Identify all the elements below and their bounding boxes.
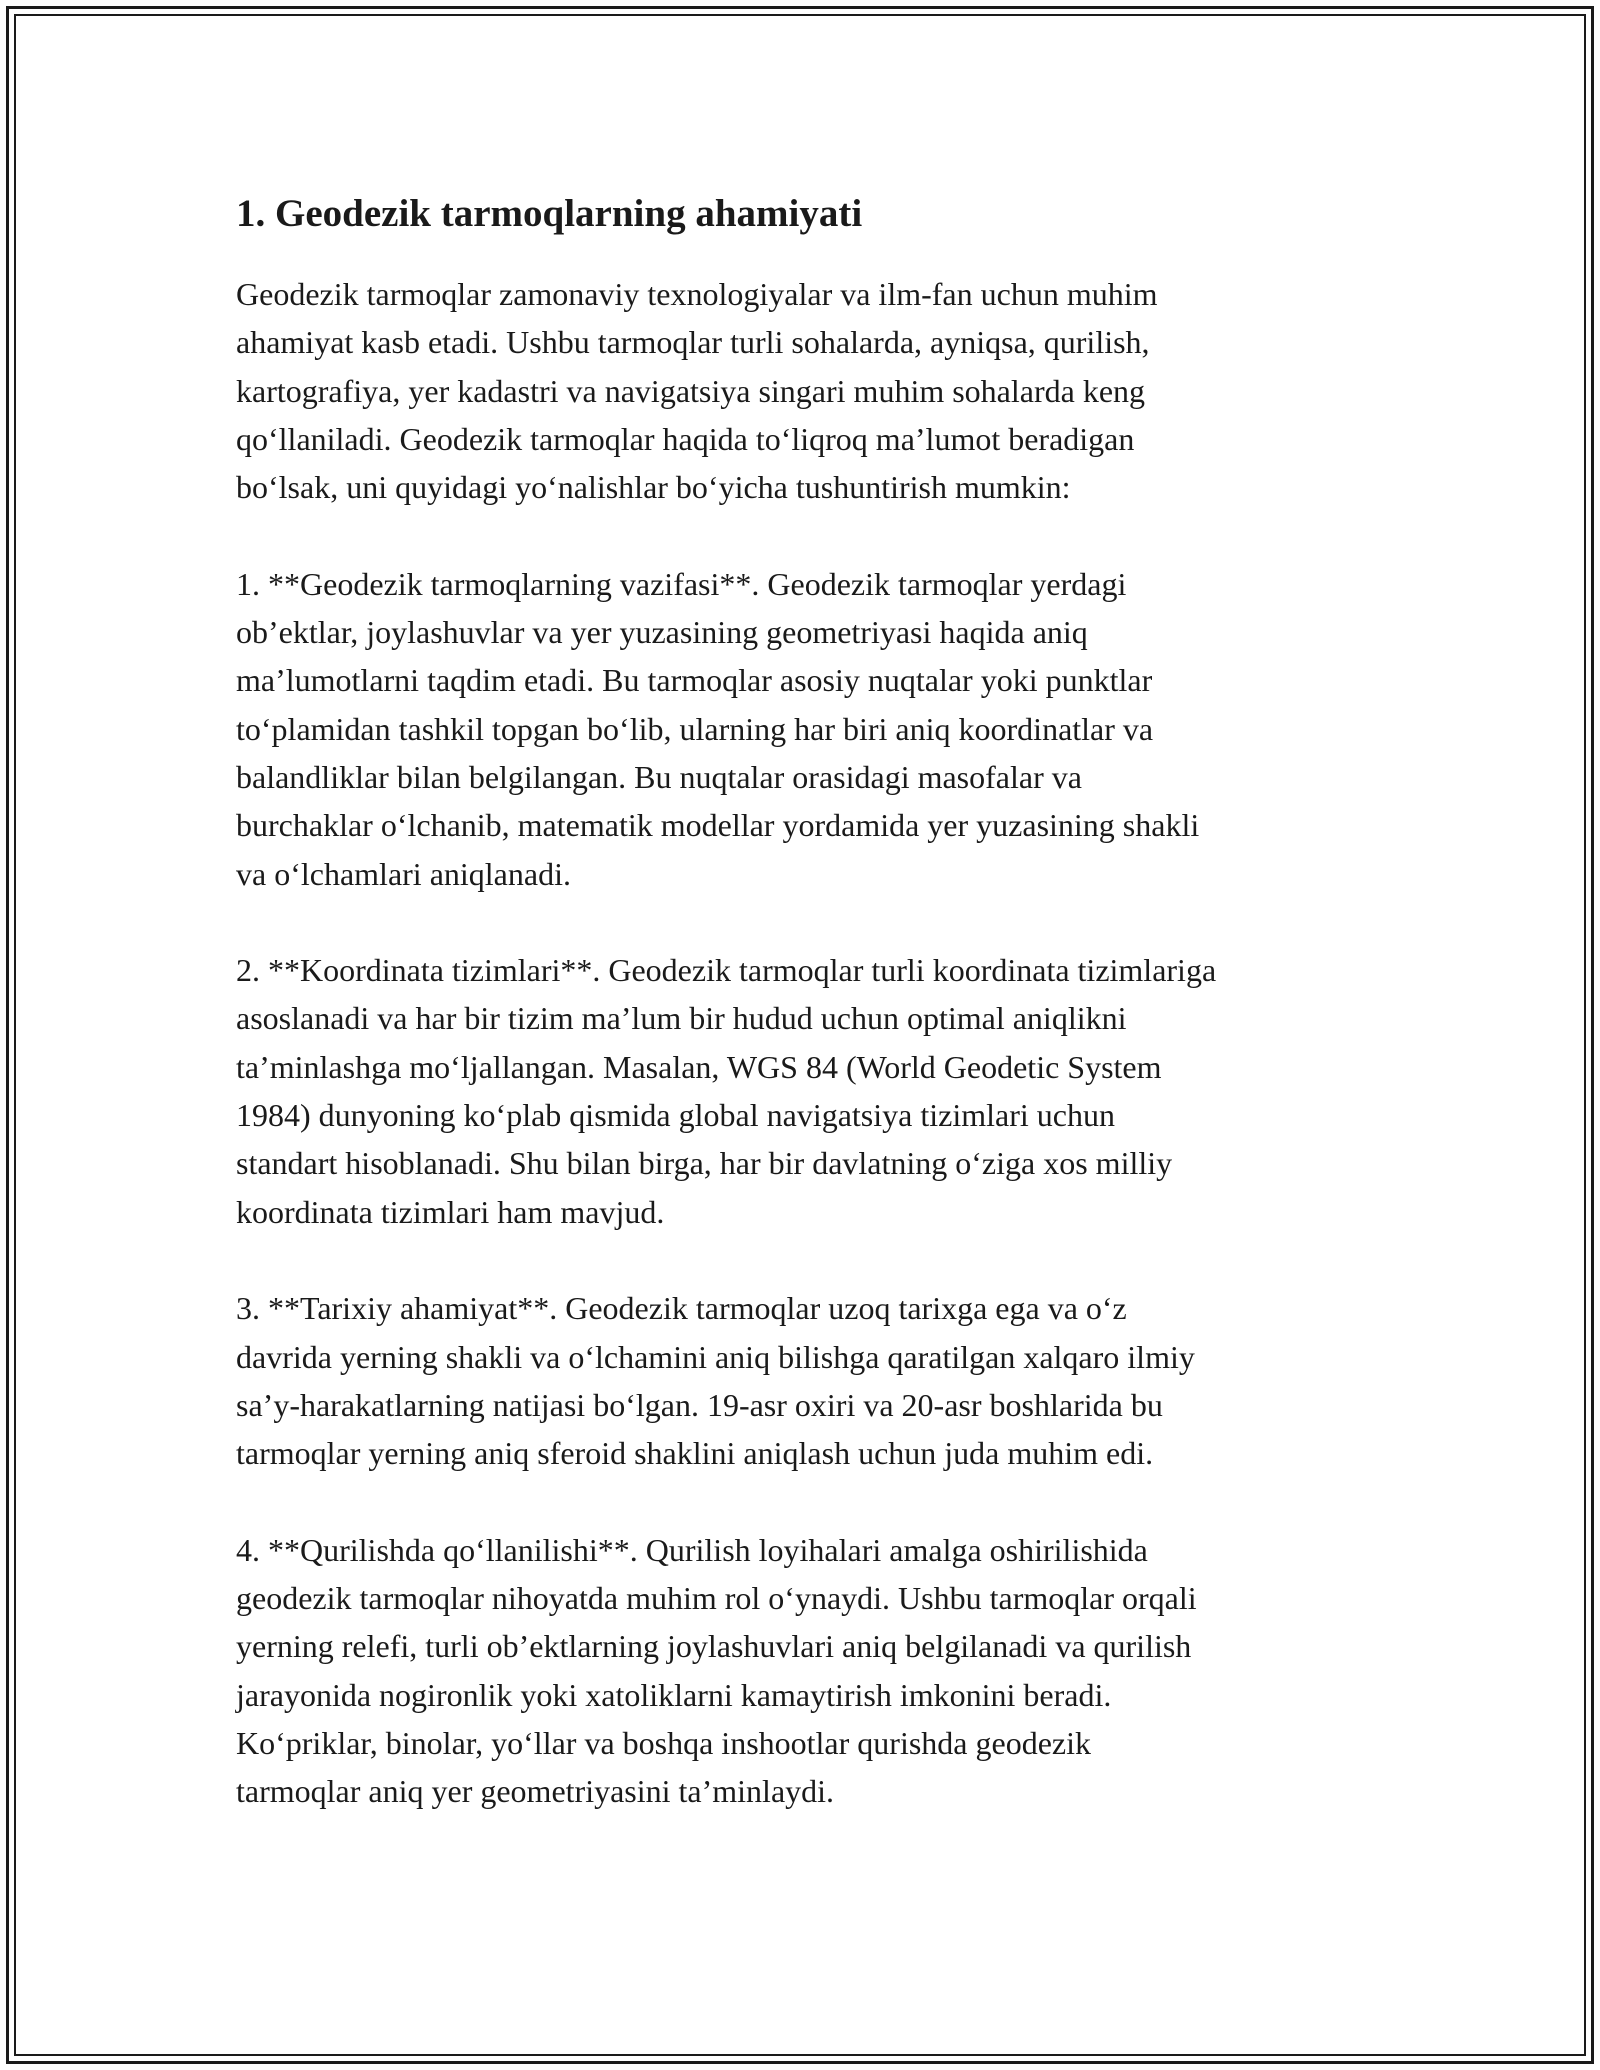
document-body (236, 184, 1396, 1864)
paragraph-tarixiy-ahamiyat: 3. **Tarixiy ahamiyat**. Geodezik tarmoqlar uzoq tarixga ega va o‘z davrida yerning shakli va o‘lchamini aniq bilishga qaratilgan xalqaro ilmiy sa’y-harakatlarning natijasi bo‘lgan. 19-asr oxiri va 20-asr boshlarida bu tarmoqlar yerning aniq sferoid shaklini aniqlash uchun juda muhim edi. (236, 1290, 1195, 1472)
page-title: 1. Geodezik tarmoqlarning ahamiyati (236, 192, 863, 235)
paragraph-qurilishda: 4. **Qurilishda qo‘llanilishi**. Qurilish loyihalari amalga oshirilishida geodezik tarmoqlar nihoyatda muhim rol o‘ynaydi. Ushbu tarmoqlar orqali yerning relefi, turli ob’ektlarning joylashuvlari aniq belgilanadi va qurilish jarayonida nogironlik yoki xatoliklarni kamaytirish imkonini beradi. Ko‘priklar, binolar, yo‘llar va boshqa inshootlar qurishda geodezik tarmoqlar aniq yer geometriyasini ta’minlaydi. (236, 1531, 1197, 1810)
paragraph-koordinata-tizimlari: 2. **Koordinata tizimlari**. Geodezik tarmoqlar turli koordinata tizimlariga asoslanadi va har bir tizim ma’lum bir hudud uchun optimal aniqlikni ta’minlashga mo‘ljallangan. Masalan, WGS 84 (World Geodetic System 1984) dunyoning ko‘plab qismida global navigatsiya tizimlari uchun standart hisoblanadi. Shu bilan birga, har bir davlatning o‘ziga xos milliy koordinata tizimlari ham mavjud. (236, 952, 1217, 1230)
intro-paragraph: Geodezik tarmoqlar zamonaviy texnologiyalar va ilm-fan uchun muhim ahamiyat kasb etadi. Ushbu tarmoqlar turli sohalarda, ayniqsa, qurilish, kartografiya, yer kadastri va navigatsiya singari muhim sohalarda keng qo‘llaniladi. Geodezik tarmoqlar haqida to‘liqroq ma’lumot beradigan bo‘lsak, uni quyidagi yo‘nalishlar bo‘yicha tushuntirish mumkin: (236, 276, 1158, 506)
paragraph-vazifasi: 1. **Geodezik tarmoqlarning vazifasi**. Geodezik tarmoqlar yerdagi ob’ektlar, joylashuvlar va yer yuzasining geometriyasi haqida aniq ma’lumotlarni taqdim etadi. Bu tarmoqlar asosiy nuqtalar yoki punktlar to‘plamidan tashkil topgan bo‘lib, ularning har biri aniq koordinatlar va balandliklar bilan belgilangan. Bu nuqtalar orasidagi masofalar va burchaklar o‘lchanib, matematik modellar yordamida yer yuzasining shakli va o‘lchamlari aniqlanadi. (236, 565, 1200, 892)
